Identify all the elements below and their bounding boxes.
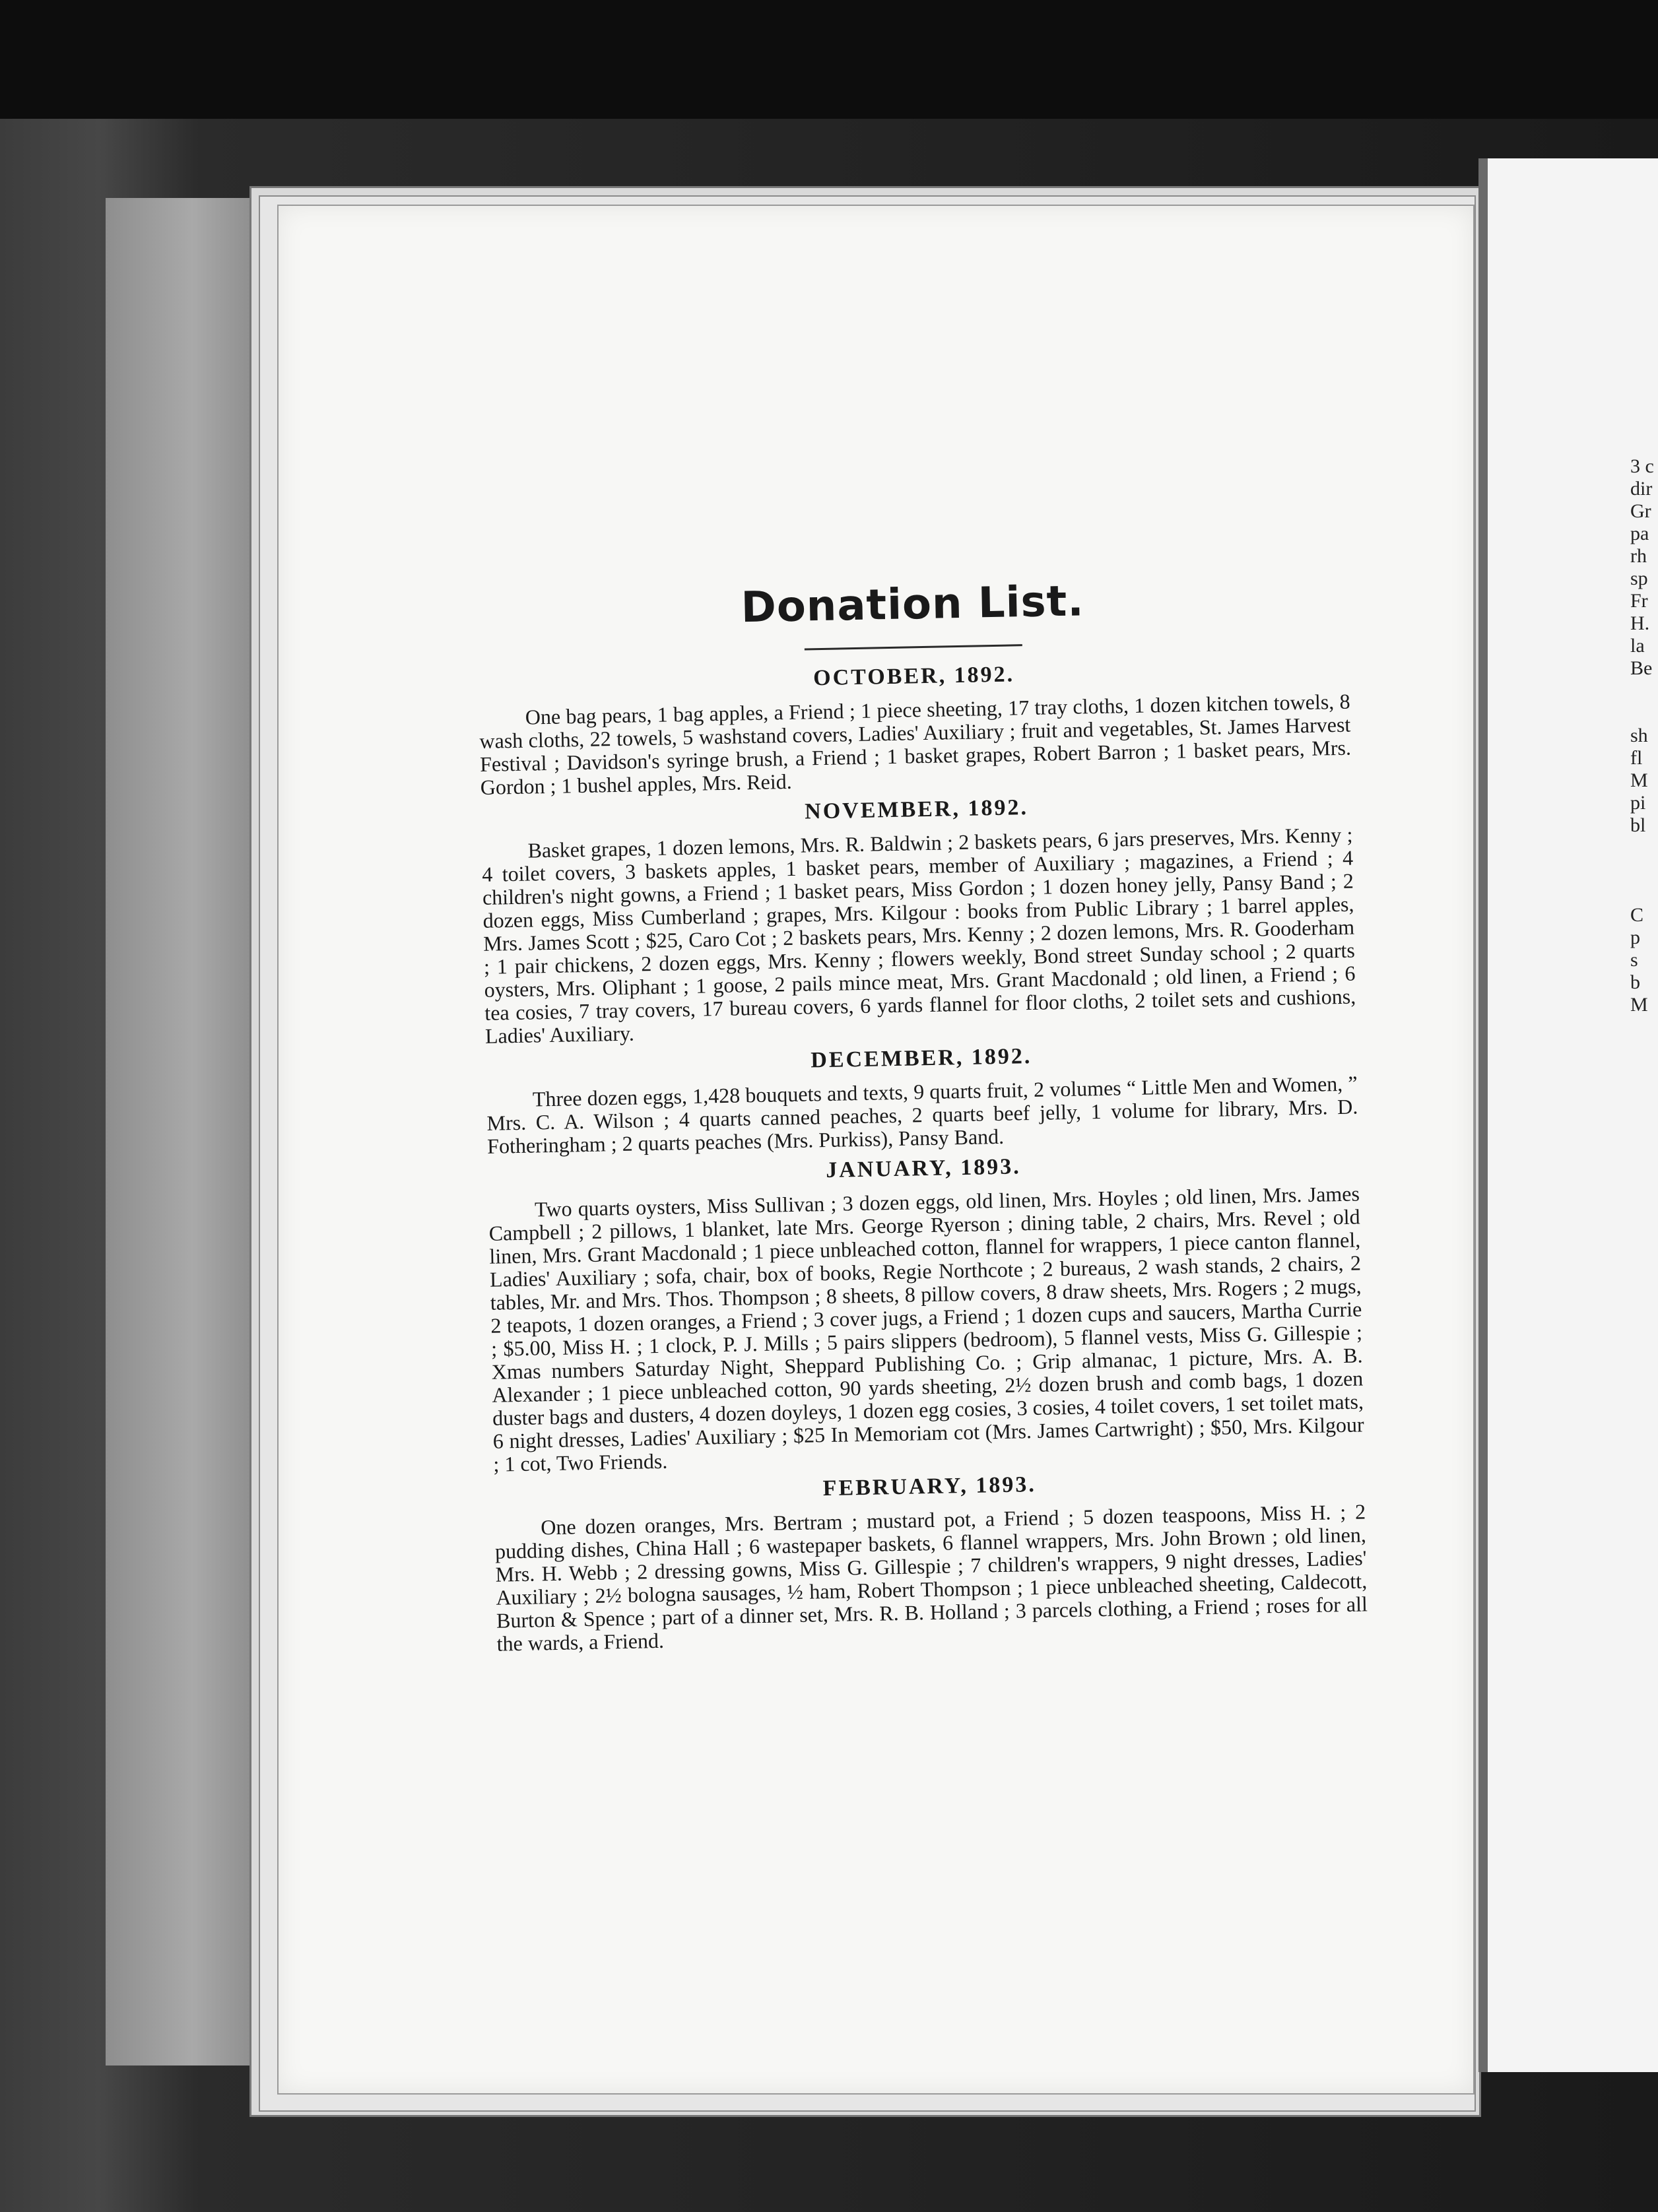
donation-paragraph: One dozen oranges, Mrs. Bertram ; mustard pot, a Friend ; 5 dozen teaspoons, Miss H. ; 2 pudding dishes, China Hall ; 6 wastepaper baskets, 6 flannel wrappers, Mrs. John Brown ; old linen, Mrs. H. Webb ; 2 dressing gowns, Miss G. Gillespie ; 7 children's wrappers, 9 night dresses, Ladies' Auxiliary ; 2½ bologna sausages, ½ ham, Robert Thompson ; 1 piece unbleached sheeting, Caldecott, Burton & Spence ; part of a dinner set, Mrs. R. B. Holland ; 3 parcels clothing, a Friend ; roses for all the wards, a Friend. bbox=[494, 1499, 1368, 1656]
section-january-1893 bbox=[488, 1148, 1365, 1476]
title-rule bbox=[805, 644, 1022, 650]
document-page bbox=[277, 205, 1475, 2095]
donation-paragraph: Basket grapes, 1 dozen lemons, Mrs. R. Baldwin ; 2 baskets pears, 6 jars preserves, Mrs. Kenny ; 4 toilet covers, 3 baskets apples, 1 basket pears, member of Auxiliary ; magazines, a Friend ; 4 children's night gowns, a Friend ; 1 basket pears, Miss Gordon ; 1 dozen honey jelly, Pansy Band ; 2 dozen eggs, Miss Cumberland ; grapes, Mrs. Kilgour : books from Public Library ; 1 barrel apples, Mrs. James Scott ; $25, Caro Cot ; 2 baskets pears, Mrs. Kenny ; 2 dozen lemons, Mrs. R. Gooderham ; 1 pair chickens, 2 dozen eggs, Mrs. Kenny ; flowers weekly, Bond street Sunday school ; 2 quarts oysters, Mrs. Oliphant ; 1 goose, 2 pails mince meat, Mrs. Grant Macdonald ; old linen, a Friend ; 6 tea cosies, 7 tray covers, 17 bureau covers, 6 yards flannel for floor cloths, 2 toilet sets and cushions, Ladies' Auxiliary. bbox=[481, 822, 1356, 1048]
donation-paragraph: Two quarts oysters, Miss Sullivan ; 3 dozen eggs, old linen, Mrs. Hoyles ; old linen, Mrs. James Campbell ; 2 pillows, 1 blanket, late Mrs. George Ryerson ; dining table, 2 chairs, Mrs. Revel ; old linen, Mrs. Grant Macdonald ; 1 piece unbleached cotton, flannel for wrappers, 1 piece canton flannel, Ladies' Auxiliary ; sofa, chair, box of books, Regie Northcote ; 2 bureaus, 2 wash stands, 2 chairs, 2 tables, Mr. and Mrs. Thos. Thompson ; 8 sheets, 8 pillow covers, 8 draw sheets, Mrs. Rogers ; 2 mugs, 2 teapots, 1 dozen oranges, a Friend ; 3 cover jugs, a Friend ; 1 dozen cups and saucers, Martha Currie ; $5.00, Miss H. ; 1 clock, P. J. Mills ; 5 pairs slippers (bedroom), 5 flannel vests, Miss G. Gillespie ; Xmas numbers Saturday Night, Sheppard Publishing Co. ; Grip almanac, 1 picture, Mrs. A. B. Alexander ; 1 piece unbleached cotton, 90 yards sheeting, 2½ dozen brush and comb bags, 1 dozen duster bags and dusters, 4 dozen doyleys, 1 dozen egg cosies, 3 cosies, 4 toilet covers, 1 set toilet mats, 6 night dresses, Ladies' Auxiliary ; $25 In Memoriam cot (Mrs. James Cartwright) ; $50, Mrs. Kilgour ; 1 cot, Two Friends. bbox=[488, 1181, 1364, 1476]
section-february-1893 bbox=[494, 1466, 1368, 1655]
section-october-1892 bbox=[478, 656, 1351, 799]
month-heading: OCTOBER, 1892. bbox=[812, 662, 1015, 691]
facing-page-text-fragments: 3 c dir Gr pa rh sp Fr H. la Be sh fl M pi bl C p s b M bbox=[1630, 455, 1654, 1016]
page-title: Donation List. bbox=[740, 577, 1085, 633]
page-content bbox=[477, 572, 1368, 1662]
facing-page bbox=[1478, 158, 1658, 2072]
section-december-1892 bbox=[486, 1038, 1359, 1158]
section-november-1892 bbox=[481, 789, 1356, 1048]
donation-paragraph: One bag pears, 1 bag apples, a Friend ; 1 piece sheeting, 17 tray cloths, 1 dozen kitchen towels, 8 wash cloths, 22 towels, 5 washstand covers, Ladies' Auxiliary ; fruit and vegetables, St. James Harvest Festival ; Davidson's syringe brush, a Friend ; 1 basket grapes, Robert Barron ; 1 basket pears, Mrs. Gordon ; 1 bushel apples, Mrs. Reid. bbox=[479, 689, 1352, 799]
book-cover-board bbox=[106, 198, 268, 2066]
donation-paragraph: Three dozen eggs, 1,428 bouquets and texts, 9 quarts fruit, 2 volumes “ Little Men and Women, ” Mrs. C. A. Wilson ; 4 quarts canned peaches, 2 quarts beef jelly, 1 volume for library, Mrs. D. Fotheringham ; 2 quarts peaches (Mrs. Purkiss), Pansy Band. bbox=[486, 1071, 1358, 1158]
month-heading: FEBRUARY, 1893. bbox=[822, 1472, 1037, 1501]
month-heading: NOVEMBER, 1892. bbox=[804, 795, 1029, 824]
month-heading: JANUARY, 1893. bbox=[825, 1154, 1022, 1183]
month-heading: DECEMBER, 1892. bbox=[810, 1043, 1032, 1073]
